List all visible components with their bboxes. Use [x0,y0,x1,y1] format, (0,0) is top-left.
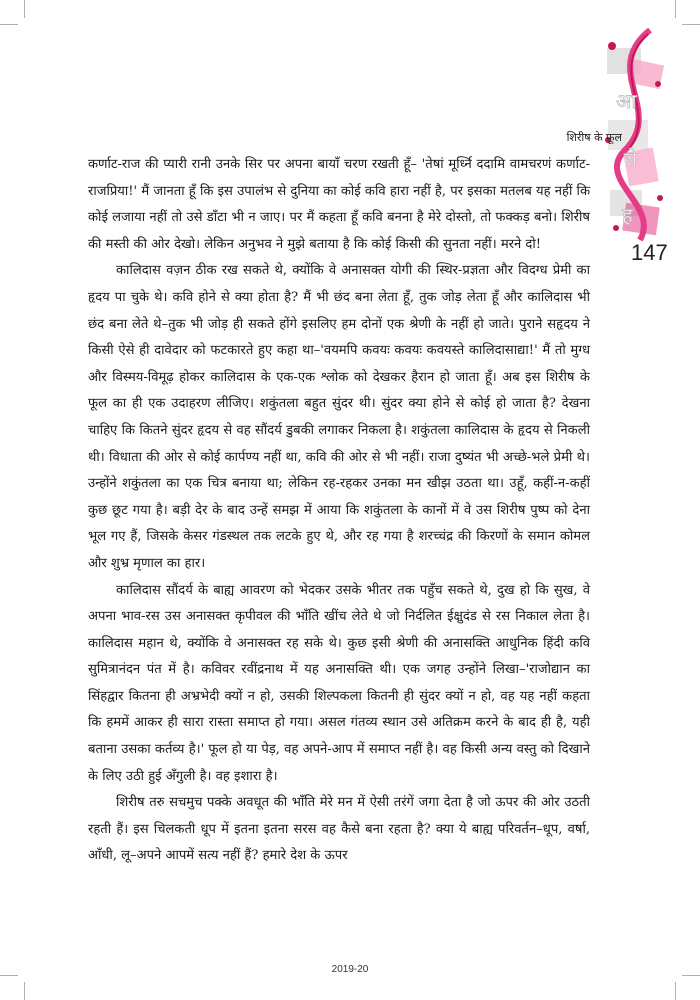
paragraph: कालिदास वज़न ठीक रख सकते थे, क्योंकि वे अनासक्त योगी की स्थिर-प्रज्ञता और विदग्ध प्रेमी का हृदय पा चुके थे। कवि होने से क्या होता है? मैं भी छंद बना लेता हूँ, तुक जोड़ लेता हूँ और कालिदास भी छंद बना लेते थे–तुक भी जोड़ ही सकते होंगे इसलिए हम दोनों एक श्रेणी के नहीं हो जाते। पुराने सहृदय ने किसी ऐसे ही दावेदार को फटकारते हुए कहा था–'वयमपि कवयः कवयः कवयस्ते कालिदासाद्या!' मैं तो मुग्ध और विस्मय-विमूढ़ होकर कालिदास के एक-एक श्लोक को देखकर हैरान हो जाता हूँ। अब इस शिरीष के फूल का ही एक उदाहरण लीजिए। शकुंतला बहुत सुंदर थी। सुंदर क्या होने से कोई हो जाता है? देखना चाहिए कि कितने सुंदर हृदय से वह सौंदर्य डुबकी लगाकर निकला है। शकुंतला कालिदास के हृदय से निकली थी। विधाता की ओर से कोई कार्पण्य नहीं था, कवि की ओर से भी नहीं। राजा दुष्यंत भी अच्छे-भले प्रेमी थे। उन्होंने शकुंतला का एक चित्र बनाया था; लेकिन रह-रहकर उनका मन खीझ उठता था। उहूँ, कहीं-न-कहीं कुछ छूट गया है। बड़ी देर के बाद उन्हें समझ में आया कि शकुंतला के कानों में वे उस शिरीष पुष्प को देना भूल गए हैं, जिसके केसर गंडस्थल तक लटके हुए थे, और रह गया है शरच्चंद्र की किरणों के समान कोमल और शुभ्र मृणाल का हार। [88,263,590,571]
footer-year: 2019-20 [331,964,369,975]
crop-mark [0,975,18,976]
body-text [88,152,590,870]
paragraph: शिरीष तरु सचमुच पक्के अवधूत की भाँति मेरे मन में ऐसी तरंगें जगा देता है जो ऊपर की ओर उठती रहती हैं। इस चिलकती धूप में इतना इतना सरस वह कैसे बना रहता है? क्या ये बाह्य परिवर्तन–धूप, वर्षा, आँधी, लू–अपने आपमें सत्य नहीं हैं? हमारे देश के ऊपर [88,795,590,864]
page-number: 147 [631,240,668,265]
ribbon-letter: ह [622,203,633,227]
ribbon-letter: रो [624,147,638,171]
paragraph: कालिदास सौंदर्य के बाह्य आवरण को भेदकर उसके भीतर तक पहुँच सकते थे, दुख हो कि सुख, वे अपना भाव-रस उस अनासक्त कृपीवल की भाँति खींच लेते थे जो निर्दलित ईक्षुदंड से रस निकाल लेता है। कालिदास महान थे, क्योंकि वे अनासक्त रह सके थे। कुछ इसी श्रेणी की अनासक्ति आधुनिक हिंदी कवि सुमित्रानंदन पंत में है। कविवर रवींद्रनाथ में यह अनासक्ति थी। एक जगह उन्होंने लिखा–'राजोद्यान का सिंहद्वार कितना ही अभ्रभेदी क्यों न हो, उसकी शिल्पकला कितनी ही सुंदर क्यों न हो, वह यह नहीं कहता कि हममें आकर ही सारा रास्ता समाप्त हो गया। असल गंतव्य स्थान उसे अतिक्रम करने के बाद ही है, यही बताना उसका कर्तव्य है।' फूल हो या पेड़, वह अपने-आप में समाप्त नहीं है। वह किसी अन्य वस्तु को दिखाने के लिए उठी हुई अँगुली है। वह इशारा है। [88,582,590,784]
paragraph: कर्णाट-राज की प्यारी रानी उनके सिर पर अपना बायाँ चरण रखती हूँ– 'तेषां मूर्ध्नि ददामि वामचरणं कर्णाट-राजप्रिया!' मैं जानता हूँ कि इस उपालंभ से दुनिया का कोई कवि हारा नहीं है, पर इसका मतलब यह नहीं कि कोई लजाया नहीं तो उसे डाँटा भी न जाए। पर मैं कहता हूँ कवि बनना है मेरे दोस्तो, तो फक्कड़ बनो। शिरीष की मस्ती की ओर देखो। लेकिन अनुभव ने मुझे बताया है कि कोई किसी की सुनता नहीं। मरने दो! [88,157,590,252]
chapter-title: शिरीष के फूल [566,131,622,144]
crop-mark [675,982,676,1000]
crop-mark [682,975,700,976]
crop-mark [24,982,25,1000]
ribbon-letter: आ [616,89,637,113]
